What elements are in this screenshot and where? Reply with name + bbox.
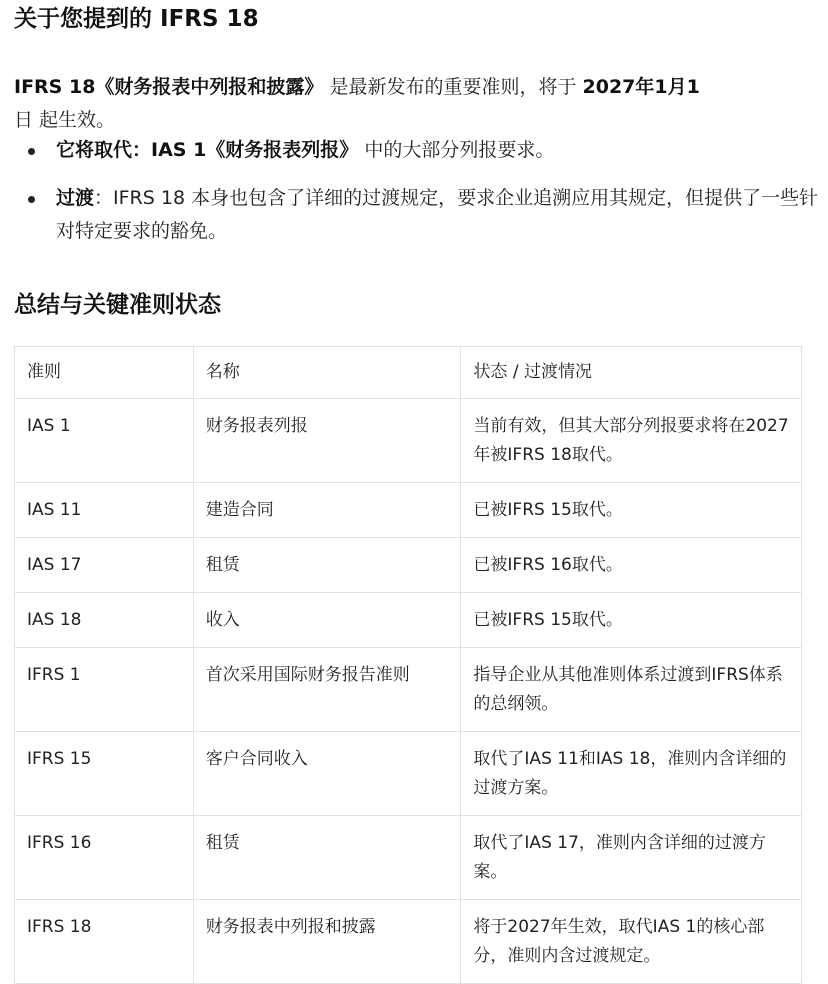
table-row: [15, 483, 802, 538]
table-header-row: [15, 347, 802, 399]
table-cell-name: 租赁: [193, 538, 461, 593]
bullet-dot-icon: [28, 196, 35, 203]
table-row: [15, 593, 802, 648]
table-cell-name: 租赁: [193, 816, 461, 900]
table-cell-standard: IAS 11: [15, 483, 194, 538]
table-cell-standard: IFRS 15: [15, 732, 194, 816]
section-heading-summary: 总结与关键准则状态: [14, 292, 221, 318]
bullet-text: ：IFRS 18 本身也包含了详细的过渡规定，要求企业追溯应用其规定，但提供了一些针对特定要求的豁免。: [56, 187, 819, 242]
table-header-cell: 准则: [15, 347, 194, 399]
table-cell-status: 已被IFRS 16取代。: [461, 538, 802, 593]
table-cell-standard: IAS 18: [15, 593, 194, 648]
intro-text-end: 日 起生效。: [14, 109, 116, 131]
table-cell-status: 当前有效，但其大部分列报要求将在2027年被IFRS 18取代。: [461, 399, 802, 483]
table-header-cell: 名称: [193, 347, 461, 399]
table-cell-standard: IAS 1: [15, 399, 194, 483]
intro-effective-date: 2027年1月1: [582, 76, 700, 98]
table-cell-status: 指导企业从其他准则体系过渡到IFRS体系的总纲领。: [461, 648, 802, 732]
table-cell-status: 将于2027年生效，取代IAS 1的核心部分，准则内含过渡规定。: [461, 900, 802, 984]
intro-standard-name: IFRS 18《财务报表中列报和披露》: [14, 76, 324, 98]
table-cell-name: 财务报表列报: [193, 399, 461, 483]
table-header-cell: 状态 / 过渡情况: [461, 347, 802, 399]
table-cell-standard: IFRS 18: [15, 900, 194, 984]
table-cell-standard: IFRS 16: [15, 816, 194, 900]
bullet-text: 中的大部分列报要求。: [358, 139, 555, 161]
bullet-bold: 它将取代：IAS 1《财务报表列报》: [56, 139, 359, 161]
bullet-item: [14, 182, 820, 248]
standards-table: [14, 346, 802, 984]
table-row: [15, 538, 802, 593]
table-cell-name: 首次采用国际财务报告准则: [193, 648, 461, 732]
table-cell-name: 财务报表中列报和披露: [193, 900, 461, 984]
table-cell-name: 客户合同收入: [193, 732, 461, 816]
table-cell-standard: IFRS 1: [15, 648, 194, 732]
table-cell-name: 收入: [193, 593, 461, 648]
table-row: [15, 648, 802, 732]
table-cell-status: 已被IFRS 15取代。: [461, 593, 802, 648]
intro-text: 是最新发布的重要准则，将于: [323, 76, 583, 98]
section-heading-ifrs18: 关于您提到的 IFRS 18: [14, 6, 259, 32]
table-row: [15, 399, 802, 483]
table-cell-standard: IAS 17: [15, 538, 194, 593]
table-row: [15, 816, 802, 900]
table-cell-status: 取代了IAS 17，准则内含详细的过渡方案。: [461, 816, 802, 900]
table-cell-status: 取代了IAS 11和IAS 18，准则内含详细的过渡方案。: [461, 732, 802, 816]
bullet-bold: 过渡: [56, 187, 95, 209]
bullet-list: [14, 134, 820, 263]
table-cell-status: 已被IFRS 15取代。: [461, 483, 802, 538]
bullet-dot-icon: [28, 148, 35, 155]
bullet-item: [14, 134, 820, 167]
table-row: [15, 732, 802, 816]
table-cell-name: 建造合同: [193, 483, 461, 538]
table-row: [15, 900, 802, 984]
intro-paragraph: [14, 71, 820, 137]
